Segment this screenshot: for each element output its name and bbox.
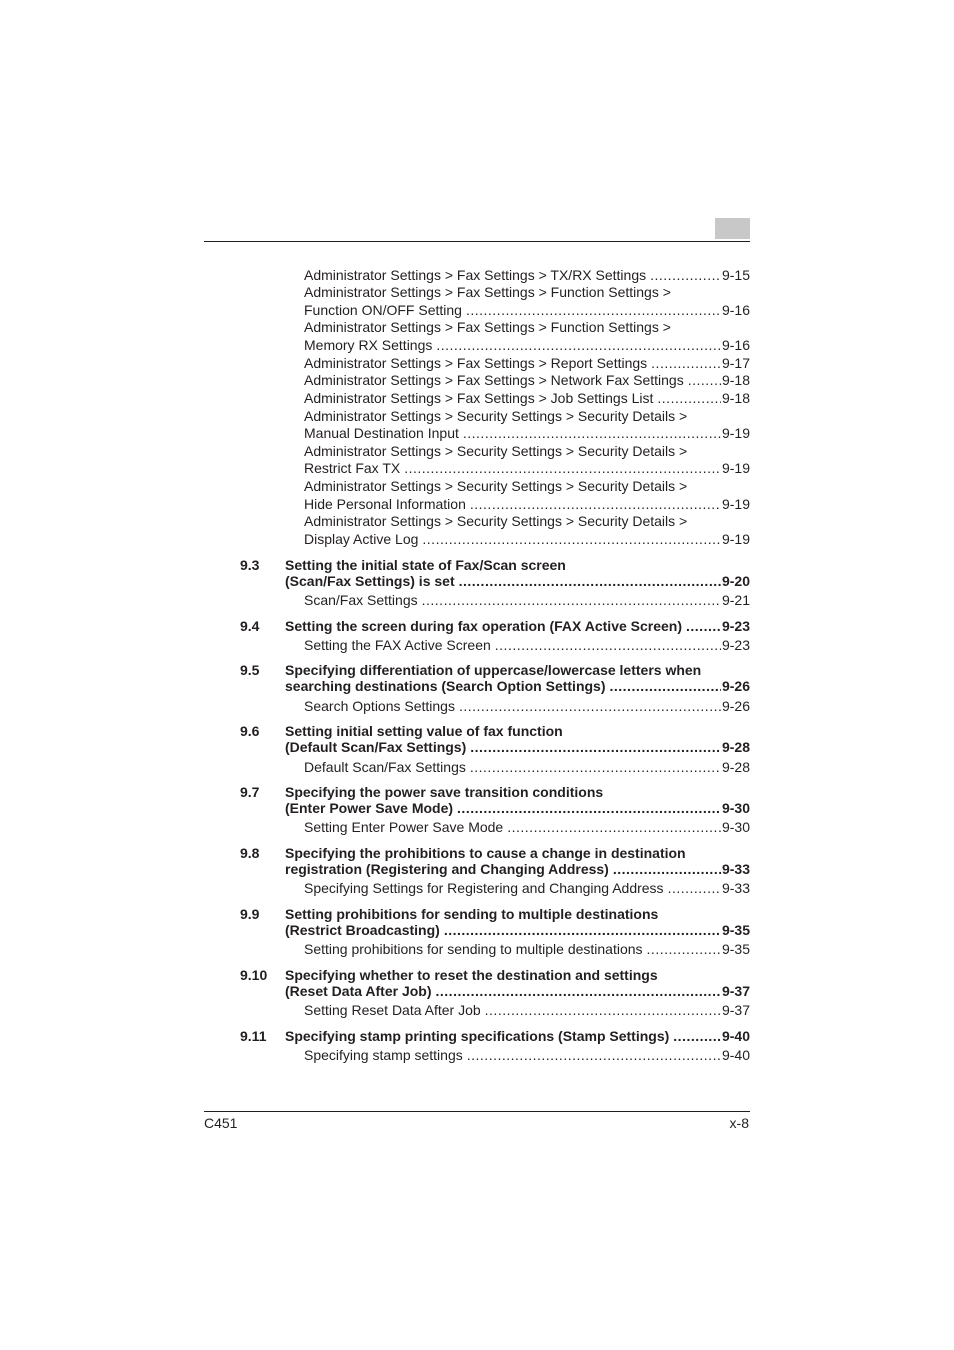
section-heading[interactable] (240, 1028, 750, 1044)
dot-leader (444, 922, 721, 938)
entry-page: 9-40 (721, 1047, 750, 1063)
entry-page: 9-17 (721, 355, 750, 371)
dot-leader (610, 678, 721, 694)
entry-page: 9-18 (721, 372, 750, 388)
entry-title: Setting Enter Power Save Mode (304, 819, 504, 835)
toc-entry-line[interactable]: Administrator Settings > Security Settings > Security Details > (304, 408, 688, 424)
toc-entry[interactable] (304, 459, 750, 477)
dot-leader (651, 354, 721, 372)
dot-leader (404, 459, 721, 477)
toc-entry-line[interactable]: Administrator Settings > Fax Settings > Function Settings > (304, 319, 671, 335)
section-heading[interactable] (240, 845, 750, 877)
section-number: 9.4 (240, 618, 260, 634)
entry-title: Administrator Settings > Fax Settings > Job Settings List (304, 390, 654, 406)
entry-page: 9-33 (721, 880, 750, 896)
section-title-line (285, 1028, 750, 1044)
section-title-line (285, 983, 750, 999)
toc-subentry[interactable] (304, 1046, 750, 1064)
toc-entry-line[interactable]: Administrator Settings > Fax Settings > Function Settings > (304, 284, 671, 300)
entry-title: Restrict Fax TX (304, 460, 401, 476)
toc-subentry[interactable] (304, 1001, 750, 1019)
toc-entry[interactable] (304, 389, 750, 407)
section-title: searching destinations (Search Option Settings) (285, 678, 606, 694)
section-page: 9-37 (721, 983, 750, 999)
entry-title: Setting prohibitions for sending to multiple destinations (304, 941, 643, 957)
entry-page: 9-37 (721, 1002, 750, 1018)
section-title: Setting the screen during fax operation (FAX Active Screen) (285, 618, 683, 634)
dot-leader (467, 1046, 721, 1064)
section-page: 9-35 (721, 922, 750, 938)
toc-entry[interactable] (304, 266, 750, 284)
entry-title: Administrator Settings > Fax Settings > Network Fax Settings (304, 372, 684, 388)
toc-entry-line[interactable]: Administrator Settings > Security Settings > Security Details > (304, 513, 688, 529)
dot-leader (507, 818, 721, 836)
entry-title: Function ON/OFF Setting (304, 302, 462, 318)
section-title: Specifying the power save transition conditions (285, 784, 604, 800)
entry-page: 9-21 (721, 592, 750, 608)
dot-leader (466, 301, 721, 319)
section-heading[interactable] (240, 662, 750, 694)
entry-title: Display Active Log (304, 531, 419, 547)
section-page: 9-28 (721, 739, 750, 755)
toc-entry[interactable] (304, 371, 750, 389)
entry-page: 9-19 (721, 531, 750, 547)
section-title: (Default Scan/Fax Settings) (285, 739, 467, 755)
entry-page: 9-16 (721, 302, 750, 318)
section-page: 9-30 (721, 800, 750, 816)
toc-entry[interactable] (304, 530, 750, 548)
section-title: Specifying whether to reset the destination and settings (285, 967, 658, 983)
dot-leader (436, 336, 721, 354)
dot-leader (470, 758, 721, 776)
toc-entry-line[interactable]: Administrator Settings > Security Settings > Security Details > (304, 443, 688, 459)
entry-title: Setting the FAX Active Screen (304, 637, 491, 653)
dot-leader (495, 636, 721, 654)
dot-leader (668, 879, 721, 897)
dot-leader (485, 1001, 721, 1019)
section-title: Setting the initial state of Fax/Scan screen (285, 557, 566, 573)
dot-leader (470, 739, 721, 755)
toc-entry[interactable] (304, 301, 750, 319)
section-number: 9.9 (240, 906, 260, 922)
dot-leader (673, 1028, 721, 1044)
toc-entry-line[interactable]: Administrator Settings > Security Settings > Security Details > (304, 478, 688, 494)
entry-page: 9-28 (721, 759, 750, 775)
dot-leader (436, 983, 721, 999)
entry-page: 9-19 (721, 425, 750, 441)
toc-subentry[interactable] (304, 818, 750, 836)
dot-leader (459, 573, 721, 589)
toc-subentry[interactable] (304, 697, 750, 715)
entry-page: 9-23 (721, 637, 750, 653)
entry-page: 9-16 (721, 337, 750, 353)
entry-page: 9-18 (721, 390, 750, 406)
section-title-line (285, 800, 750, 816)
section-title: (Scan/Fax Settings) is set (285, 573, 455, 589)
toc-entry[interactable] (304, 424, 750, 442)
section-number: 9.6 (240, 723, 260, 739)
section-heading[interactable] (240, 618, 750, 634)
toc-subentry[interactable] (304, 636, 750, 654)
section-number: 9.8 (240, 845, 260, 861)
section-title: Setting initial setting value of fax function (285, 723, 563, 739)
entry-title: Setting Reset Data After Job (304, 1002, 481, 1018)
entry-page: 9-35 (721, 941, 750, 957)
header-tab-marker (715, 218, 750, 239)
section-title: Setting prohibitions for sending to multiple destinations (285, 906, 659, 922)
section-title: (Restrict Broadcasting) (285, 922, 440, 938)
entry-title: Scan/Fax Settings (304, 592, 418, 608)
entry-title: Default Scan/Fax Settings (304, 759, 466, 775)
section-title: Specifying the prohibitions to cause a change in destination (285, 845, 686, 861)
toc-subentry[interactable] (304, 940, 750, 958)
section-title-line (285, 922, 750, 938)
entry-title: Search Options Settings (304, 698, 455, 714)
entry-title: Manual Destination Input (304, 425, 459, 441)
section-heading[interactable] (240, 557, 750, 589)
entry-page: 9-30 (721, 819, 750, 835)
entry-title: Specifying Settings for Registering and Changing Address (304, 880, 664, 896)
dot-leader (422, 530, 721, 548)
section-title: Specifying differentiation of uppercase/lowercase letters when (285, 662, 702, 678)
dot-leader (470, 495, 721, 513)
entry-title: Administrator Settings > Fax Settings > Report Settings (304, 355, 648, 371)
entry-page: 9-19 (721, 460, 750, 476)
dot-leader (463, 424, 721, 442)
section-heading[interactable] (240, 967, 750, 999)
section-page: 9-23 (721, 618, 750, 634)
dot-leader (686, 618, 721, 634)
toc-entry[interactable] (304, 354, 750, 372)
section-title-line (285, 739, 750, 755)
dot-leader (688, 371, 721, 389)
section-number: 9.3 (240, 557, 260, 573)
toc-entry[interactable] (304, 336, 750, 354)
section-title-line (285, 618, 750, 634)
dot-leader (650, 266, 721, 284)
header-rule (204, 241, 750, 242)
toc-entry[interactable] (304, 495, 750, 513)
section-page: 9-20 (721, 573, 750, 589)
entry-title: Specifying stamp settings (304, 1047, 463, 1063)
section-title-line (285, 678, 750, 694)
section-title: Specifying stamp printing specifications (Stamp Settings) (285, 1028, 670, 1044)
entry-page: 9-15 (721, 267, 750, 283)
section-number: 9.10 (240, 967, 268, 983)
toc-subentry[interactable] (304, 758, 750, 776)
footer-model: C451 (204, 1115, 238, 1131)
dot-leader (457, 800, 721, 816)
section-page: 9-33 (721, 861, 750, 877)
entry-page: 9-19 (721, 496, 750, 512)
section-number: 9.11 (240, 1028, 267, 1044)
dot-leader (657, 389, 721, 407)
entry-title: Hide Personal Information (304, 496, 466, 512)
entry-title: Administrator Settings > Fax Settings > TX/RX Settings (304, 267, 647, 283)
footer-rule (204, 1111, 750, 1112)
section-heading[interactable] (240, 906, 750, 938)
dot-leader (613, 861, 721, 877)
section-title-line (285, 861, 750, 877)
dot-leader (422, 591, 721, 609)
entry-title: Memory RX Settings (304, 337, 433, 353)
section-title: (Reset Data After Job) (285, 983, 432, 999)
footer-page-number: x-8 (729, 1115, 749, 1131)
entry-page: 9-26 (721, 698, 750, 714)
section-title-line (285, 573, 750, 589)
dot-leader (459, 697, 721, 715)
section-title: (Enter Power Save Mode) (285, 800, 454, 816)
toc-subentry[interactable] (304, 879, 750, 897)
dot-leader (647, 940, 721, 958)
section-heading[interactable] (240, 723, 750, 755)
section-number: 9.5 (240, 662, 260, 678)
section-heading[interactable] (240, 784, 750, 816)
toc-subentry[interactable] (304, 591, 750, 609)
section-number: 9.7 (240, 784, 260, 800)
section-page: 9-40 (721, 1028, 750, 1044)
section-page: 9-26 (721, 678, 750, 694)
section-title: registration (Registering and Changing Address) (285, 861, 609, 877)
